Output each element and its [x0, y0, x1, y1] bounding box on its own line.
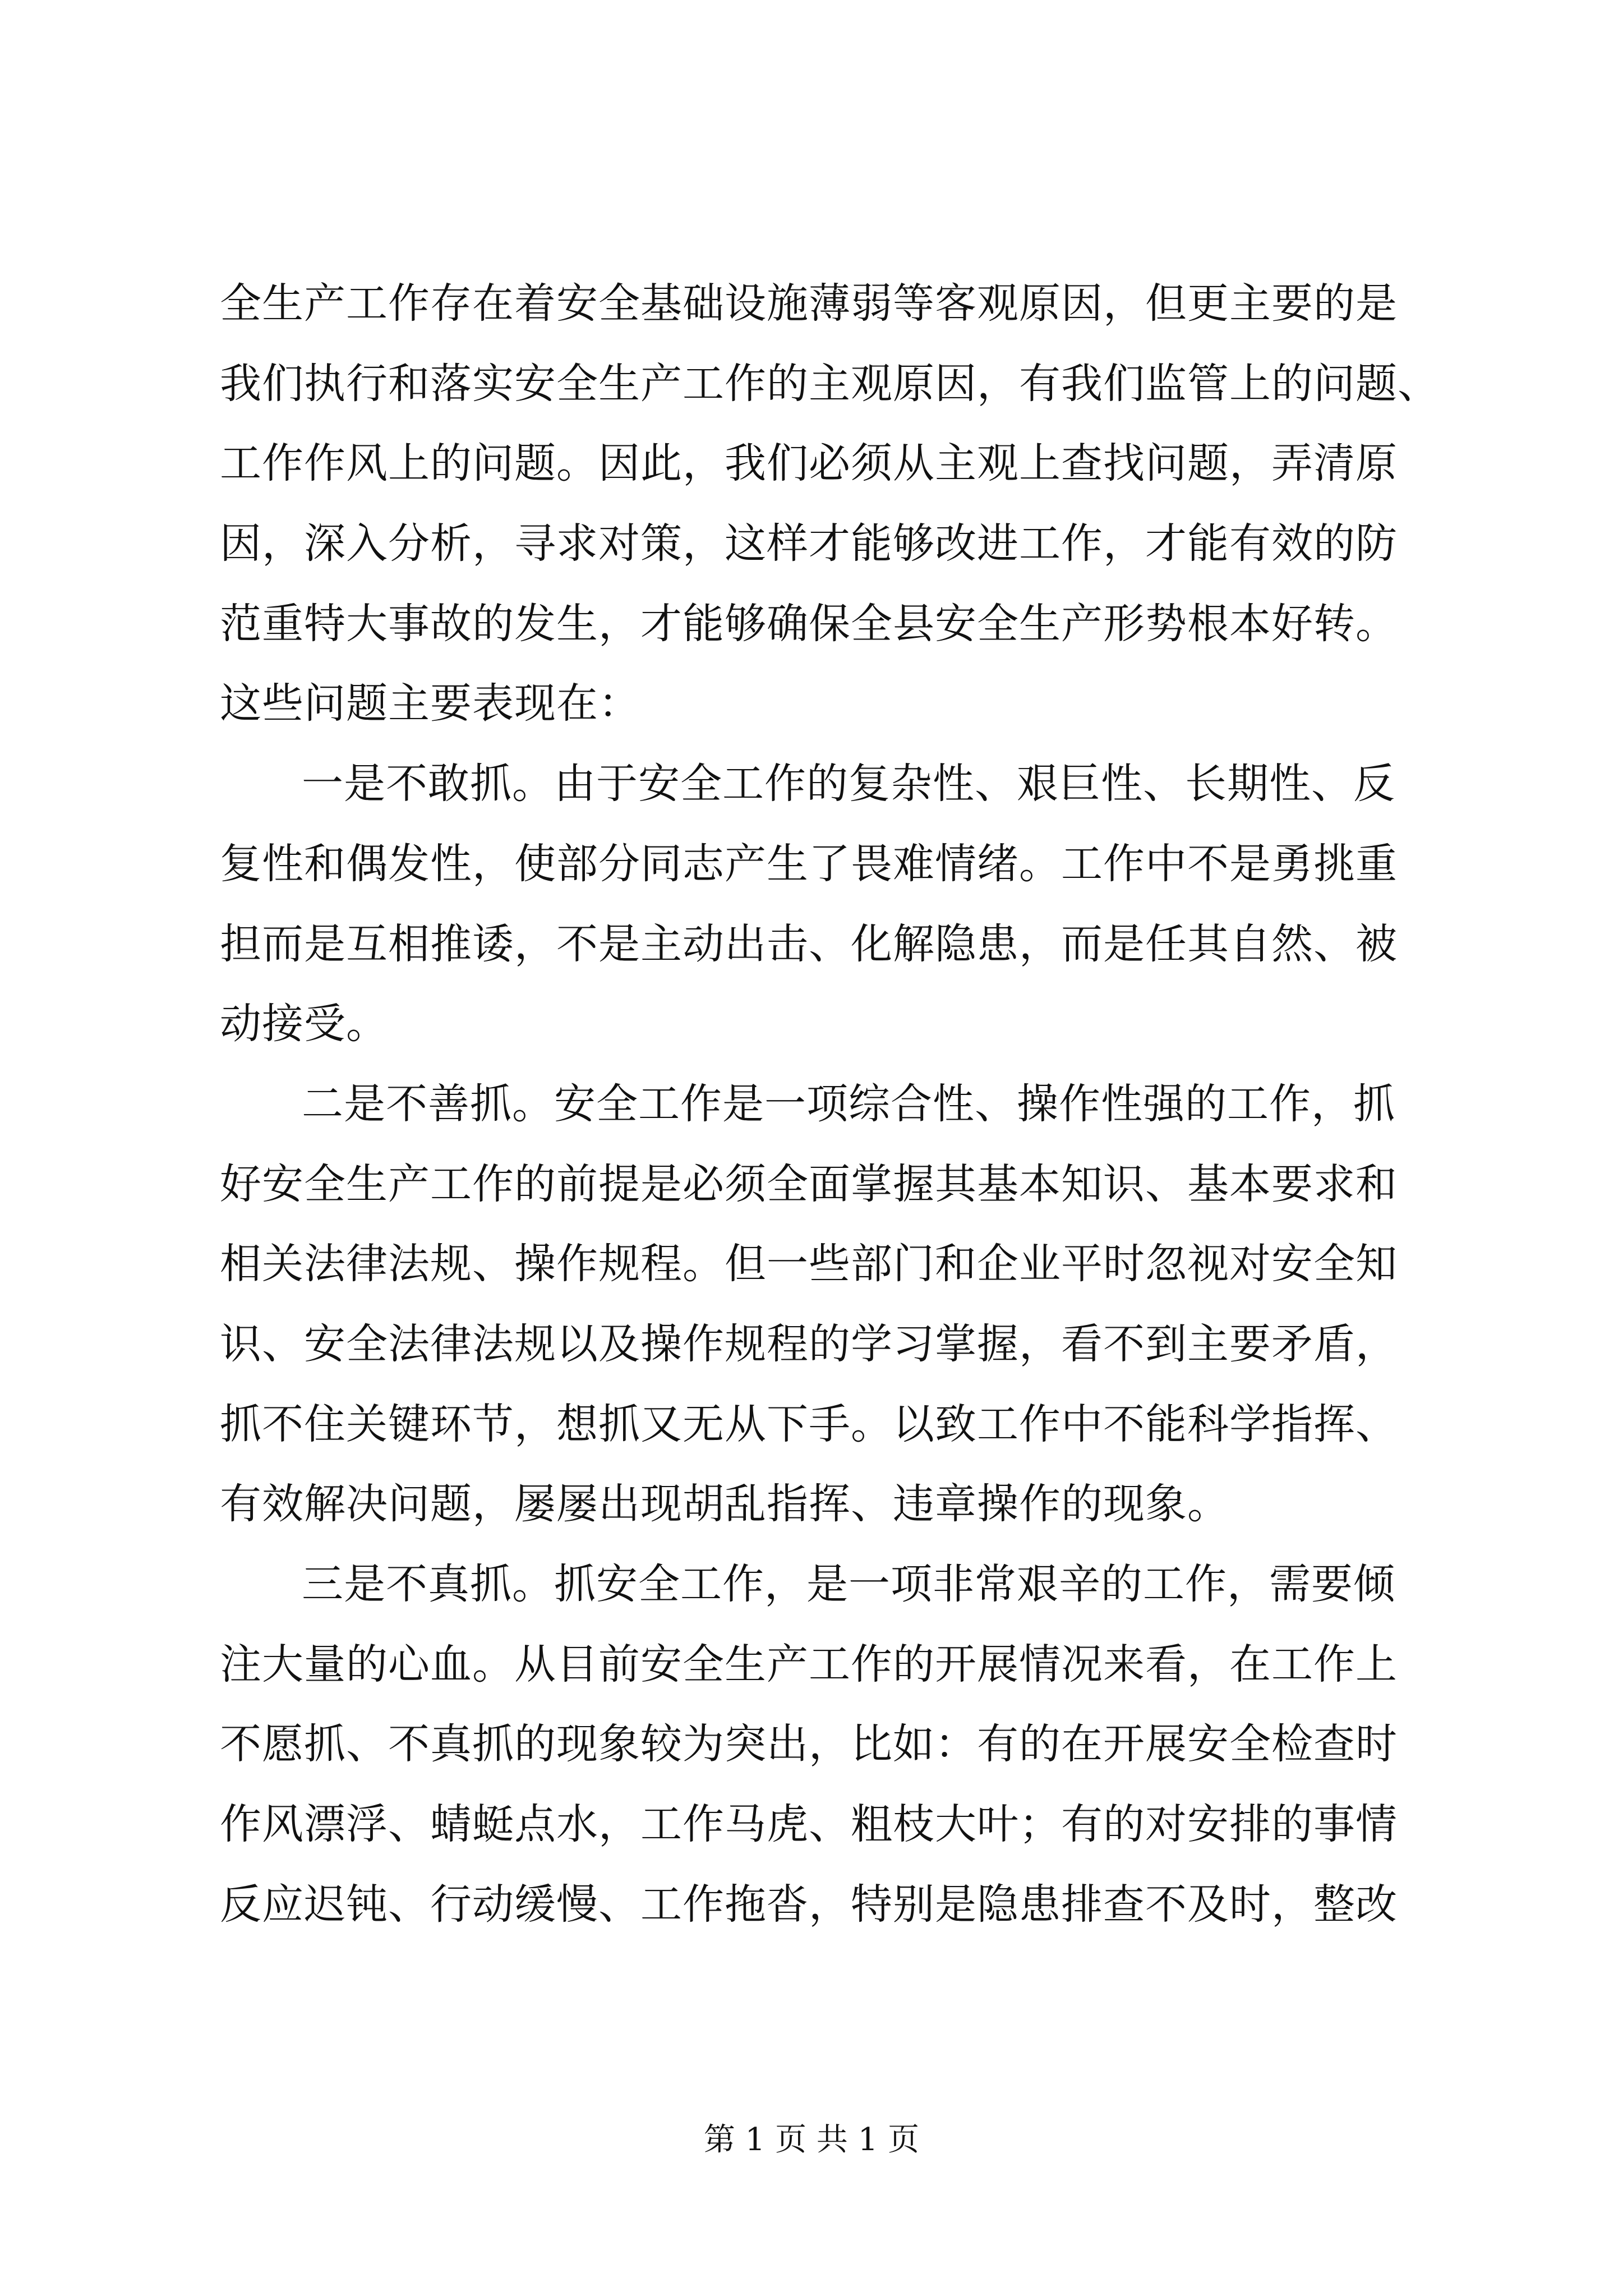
text-line-16: 有效解决问题，屡屡出现胡乱指挥、违章操作的现象。 [220, 1480, 1229, 1529]
text-line-8: 复性和偶发性，使部分同志产生了畏难情绪。工作中不是勇挑重 [220, 839, 1398, 888]
text-line-1: 全生产工作存在着安全基础设施薄弱等客观原因，但更主要的是 [220, 279, 1398, 328]
text-line-11: 二是不善抓。安全工作是一项综合性、操作性强的工作，抓 [302, 1079, 1395, 1128]
text-line-10: 动接受。 [220, 1000, 388, 1048]
text-line-6: 这些问题主要表现在： [220, 679, 640, 728]
text-line-18: 注大量的心血。从目前安全生产工作的开展情况来看，在工作上 [220, 1640, 1398, 1688]
body-text [220, 264, 1476, 1944]
text-line-9: 担而是互相推诿，不是主动出击、化解隐患，而是任其自然、被 [220, 919, 1398, 968]
text-line-5: 范重特大事故的发生，才能够确保全县安全生产形势根本好转。 [220, 599, 1398, 648]
text-line-12: 好安全生产工作的前提是必须全面掌握其基本知识、基本要求和 [220, 1159, 1398, 1208]
text-line-19: 不愿抓、不真抓的现象较为突出，比如：有的在开展安全检查时 [220, 1720, 1398, 1769]
text-line-13: 相关法律法规、操作规程。但一些部门和企业平时忽视对安全知 [220, 1240, 1398, 1289]
text-line-15: 抓不住关键环节，想抓又无从下手。以致工作中不能科学指挥、 [220, 1400, 1398, 1448]
text-line-21: 反应迟钝、行动缓慢、工作拖沓，特别是隐患排查不及时，整改 [220, 1880, 1398, 1929]
page-footer: 第 1 页 共 1 页 [703, 2122, 920, 2158]
text-line-2: 我们执行和落实安全生产工作的主观原因，有我们监管上的问题、 [220, 359, 1440, 408]
text-line-20: 作风漂浮、蜻蜓点水，工作马虎、粗枝大叶；有的对安排的事情 [220, 1800, 1398, 1849]
text-line-14: 识、安全法律法规以及操作规程的学习掌握，看不到主要矛盾， [220, 1319, 1398, 1368]
text-line-4: 因，深入分析，寻求对策，这样才能够改进工作，才能有效的防 [220, 519, 1398, 568]
text-line-17: 三是不真抓。抓安全工作，是一项非常艰辛的工作，需要倾 [302, 1560, 1395, 1608]
text-line-3: 工作作风上的问题。因此，我们必须从主观上查找问题，弄清原 [220, 439, 1398, 488]
text-line-7: 一是不敢抓。由于安全工作的复杂性、艰巨性、长期性、反 [302, 760, 1395, 808]
